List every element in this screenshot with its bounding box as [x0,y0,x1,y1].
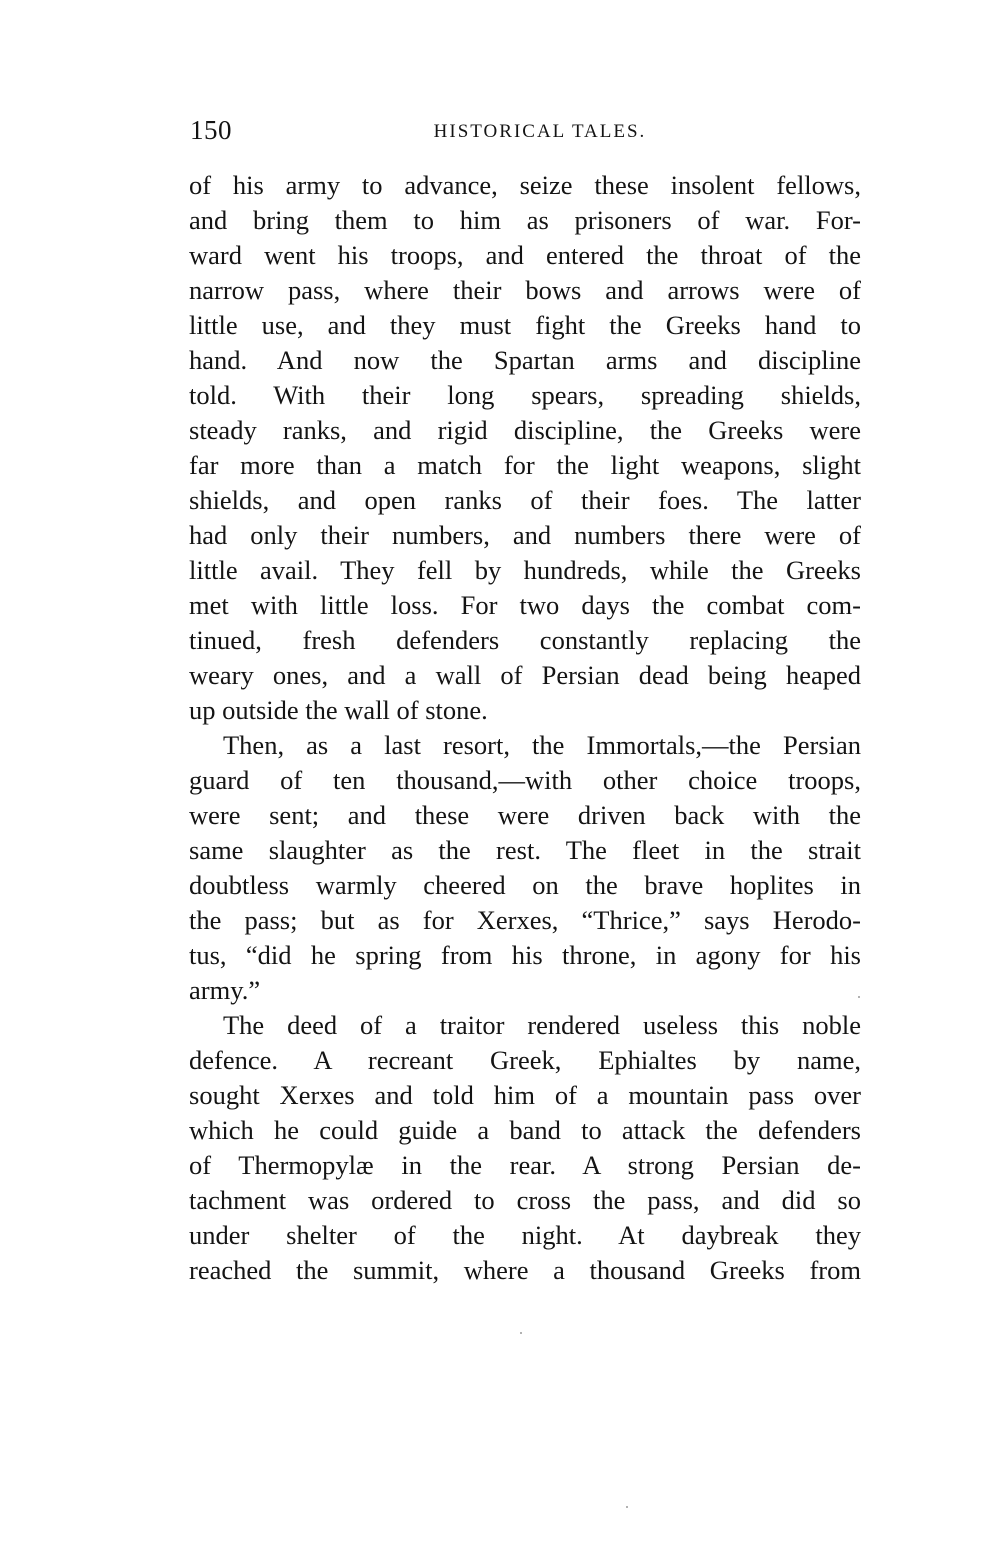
text-line: hand. And now the Spartan arms and discipline [189,345,861,375]
paper-speck [626,1506,628,1508]
text-line: same slaughter as the rest. The fleet in the strait [189,835,861,865]
text-line: weary ones, and a wall of Persian dead being heaped [189,660,861,690]
text-line: narrow pass, where their bows and arrows were of [189,275,861,305]
text-line: reached the summit, where a thousand Greeks from [189,1255,861,1285]
text-line: guard of ten thousand,—with other choice troops, [189,765,861,795]
text-line: defence. A recreant Greek, Ephialtes by name, [189,1045,861,1075]
running-title: HISTORICAL TALES. [433,121,647,142]
text-line: and bring them to him as prisoners of war. For- [189,205,861,235]
text-line: little avail. They fell by hundreds, while the Greeks [189,555,861,585]
paragraph-2 [189,728,861,1008]
text-line: were sent; and these were driven back with the [189,800,861,830]
text-line: ward went his troops, and entered the throat of the [189,240,861,270]
text-line: doubtless warmly cheered on the brave hoplites in [189,870,861,900]
paper-speck [858,996,860,998]
paragraph-3 [189,1008,861,1288]
text-line: shields, and open ranks of their foes. The latter [189,485,861,515]
text-line: under shelter of the night. At daybreak they [189,1220,861,1250]
body-text [189,168,861,1288]
text-line: of his army to advance, seize these insolent fellows, [189,170,861,200]
text-line: steady ranks, and rigid discipline, the Greeks were [189,415,861,445]
text-line: Then, as a last resort, the Immortals,—the Persian [223,730,861,760]
text-line: far more than a match for the light weapons, slight [189,450,861,480]
text-line: tachment was ordered to cross the pass, and did so [189,1185,861,1215]
text-line: sought Xerxes and told him of a mountain pass over [189,1080,861,1110]
text-line: tinued, fresh defenders constantly replacing the [189,625,861,655]
text-line: told. With their long spears, spreading shields, [189,380,861,410]
text-line: little use, and they must fight the Greeks hand to [189,310,861,340]
text-line: army.” [189,975,261,1005]
text-line: up outside the wall of stone. [189,695,488,725]
paper-speck [520,1332,522,1334]
running-head [190,110,862,150]
text-line: met with little loss. For two days the combat com- [189,590,861,620]
page-number: 150 [190,115,232,145]
text-line: The deed of a traitor rendered useless this noble [223,1010,861,1040]
text-line: had only their numbers, and numbers there were of [189,520,861,550]
text-line: tus, “did he spring from his throne, in agony for his [189,940,861,970]
text-line: the pass; but as for Xerxes, “Thrice,” says Herodo- [189,905,861,935]
text-line: which he could guide a band to attack the defenders [189,1115,861,1145]
text-line: of Thermopylæ in the rear. A strong Persian de- [189,1150,861,1180]
paragraph-1 [189,168,861,728]
